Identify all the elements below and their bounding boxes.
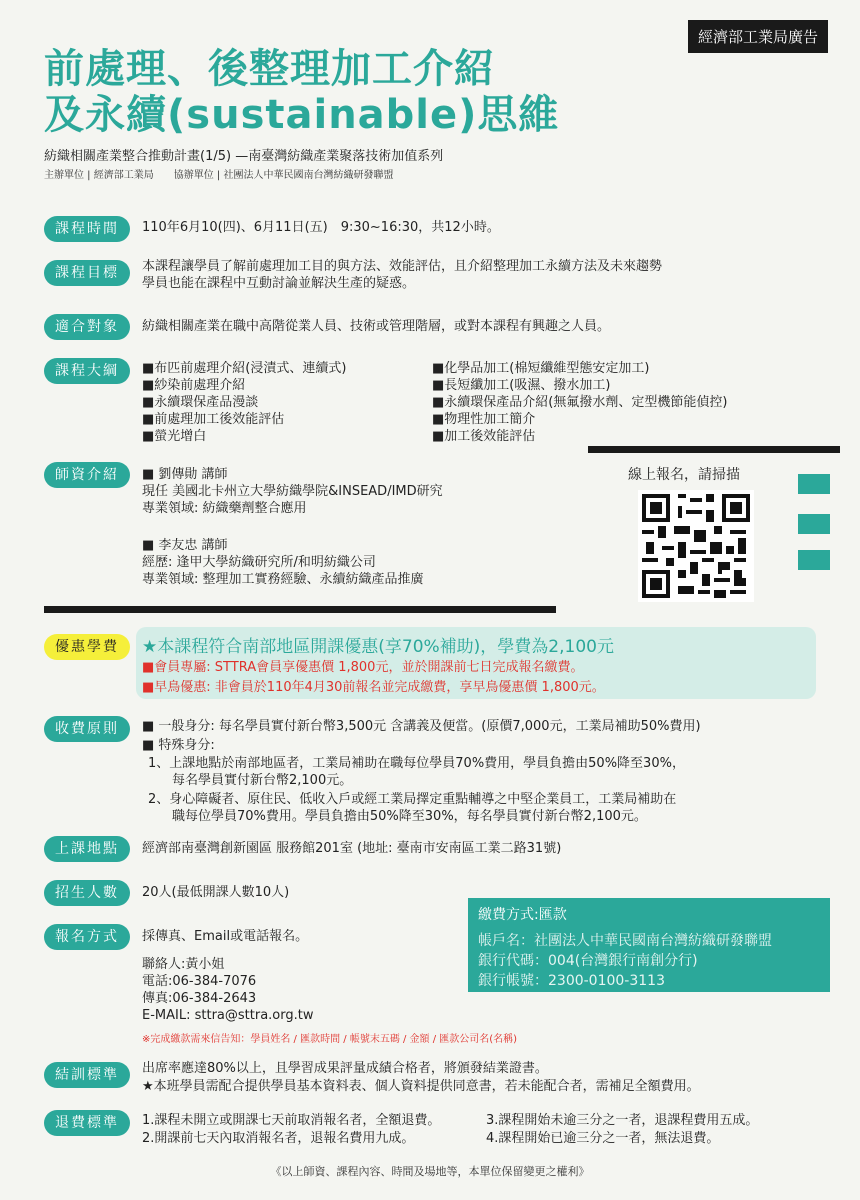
label-location: 上課地點 xyxy=(44,836,130,862)
teacher-2-name: ■ 李友忠 講師 xyxy=(142,538,228,553)
outline-item: ■紗染前處理介紹 xyxy=(142,378,246,393)
teacher-2 xyxy=(142,537,424,588)
outline-item: ■永續環保產品漫談 xyxy=(142,395,259,410)
target-audience-text: 紡織相關產業在職中高階從業人員、技術或管理階層，或對本課程有興趣之人員。 xyxy=(142,319,611,334)
completion-line-1: 出席率應達80%以上，且學習成果評量成績合格者，將頒發結業證書。 xyxy=(142,1061,548,1076)
payment-account-number: 銀行帳號：2300-0100-3113 xyxy=(478,973,665,989)
label-course-outline: 課程大綱 xyxy=(44,358,130,384)
label-target-audience: 適合對象 xyxy=(44,314,130,340)
title-line-1: 前處理、後整理加工介紹 xyxy=(44,46,495,92)
organizer-info: 主辦單位 | 經濟部工業局 協辦單位 | 社團法人中華民國南台灣紡織研發聯盟 xyxy=(44,170,394,181)
refund-rule-3: 3.課程開始未逾三分之一者，退課程費用五成。 xyxy=(486,1113,759,1128)
outline-item: ■加工後效能評估 xyxy=(432,429,536,444)
outline-right-list xyxy=(432,360,727,445)
signup-method: 採傳真、Email或電話報名。 xyxy=(142,929,309,944)
teacher-1-name: ■ 劉傳勛 講師 xyxy=(142,467,228,482)
label-quota: 招生人數 xyxy=(44,880,130,906)
label-course-goal: 課程目標 xyxy=(44,260,130,286)
label-refund: 退費標準 xyxy=(44,1110,130,1136)
outline-item: ■永續環保產品介紹(無氟撥水劑、定型機節能偵控) xyxy=(432,395,728,410)
contact-email[interactable]: E-MAIL: sttra@sttra.org.tw xyxy=(142,1008,314,1023)
fee-special: ■ 特殊身分: xyxy=(142,738,215,753)
outline-item: ■化學品加工(棉短纖維型態安定加工) xyxy=(432,361,650,376)
label-signup: 報名方式 xyxy=(44,924,130,950)
course-time-text: 110年6月10(四)、6月11日(五) 9:30~16:30，共12小時。 xyxy=(142,220,500,235)
discount-main: ★本課程符合南部地區開課優惠(享70%補助)，學費為2,100元 xyxy=(142,637,614,657)
qr-code[interactable] xyxy=(638,490,754,602)
location-text: 經濟部南臺灣創新園區 服務館201室 (地址: 臺南市安南區工業二路31號) xyxy=(142,841,562,856)
refund-rule-1: 1.課程未開立或開課七天前取消報名者，全額退費。 xyxy=(142,1113,441,1128)
outline-left-list xyxy=(142,360,346,445)
page-title xyxy=(44,46,559,138)
discount-member: ■會員專屬: STTRA會員享優惠價 1,800元，並於開課前七日完成報名繳費。 xyxy=(142,660,584,675)
teacher-2-field: 專業領域: 整理加工實務經驗、永續紡織產品推廣 xyxy=(142,572,424,587)
label-course-time: 課程時間 xyxy=(44,216,130,242)
outline-item: ■物理性加工簡介 xyxy=(432,412,536,427)
advertisement-badge: 經濟部工業局廣告 xyxy=(688,20,828,53)
contact-phone[interactable]: 電話:06-384-7076 xyxy=(142,974,257,989)
outline-item: ■長短纖加工(吸濕、撥水加工) xyxy=(432,378,611,393)
payment-method-title: 繳費方式:匯款 xyxy=(478,907,567,923)
fee-special-2-cont: 職每位學員70%費用。學員負擔由50%降至30%，每名學員實付新台幣2,100元。 xyxy=(172,809,647,824)
fee-special-1: 1、上課地點於南部地區者，工業局補助在職每位學員70%費用，學員負擔由50%降至30%， xyxy=(148,756,685,771)
footer-disclaimer: 《以上師資、課程內容、時間及場地等，本單位保留變更之權利》 xyxy=(270,1165,590,1178)
subtitle: 紡織相關產業整合推動計畫(1/5) —南臺灣紡織產業聚落技術加值系列 xyxy=(44,149,444,164)
refund-rule-2: 2.開課前七天內取消報名者，退報名費用九成。 xyxy=(142,1131,415,1146)
signup-contact xyxy=(142,956,313,1024)
divider-bar xyxy=(44,606,556,613)
decor-square xyxy=(798,474,830,494)
contact-person: 聯絡人:黃小姐 xyxy=(142,957,225,972)
label-completion: 結訓標準 xyxy=(44,1062,130,1088)
course-goal-line-1: 本課程讓學員了解前處理加工目的與方法、效能評估，且介紹整理加工永續方法及未來趨勢 xyxy=(142,259,663,274)
title-line-2: 及永續(sustainable)思維 xyxy=(44,92,560,138)
fee-special-2: 2、身心障礙者、原住民、低收入戶或經工業局擇定重點輔導之中堅企業員工，工業局補助在 xyxy=(148,792,677,807)
discount-early-bird: ■早鳥優惠: 非會員於110年4月30前報名並完成繳費，享早鳥優惠價 1,800元。 xyxy=(142,680,605,695)
teacher-1-current: 現任 美國北卡州立大學紡織學院&INSEAD/IMD研究 xyxy=(142,484,443,499)
contact-fax: 傳真:06-384-2643 xyxy=(142,991,257,1006)
outline-item: ■螢光增白 xyxy=(142,429,207,444)
qr-label: 線上報名，請掃描 xyxy=(628,467,740,483)
fee-special-1-cont: 每名學員實付新台幣2,100元。 xyxy=(172,773,353,788)
fee-general: ■ 一般身分: 每名學員實付新台幣3,500元 含講義及便當。(原價7,000元，工業局補助50%費用) xyxy=(142,719,701,734)
outline-item: ■前處理加工後效能評估 xyxy=(142,412,285,427)
payment-account-name: 帳戶名：社團法人中華民國南台灣紡織研發聯盟 xyxy=(478,933,772,949)
label-fee-policy: 收費原則 xyxy=(44,716,130,742)
course-goal-line-2: 學員也能在課程中互動討論並解決生產的疑惑。 xyxy=(142,276,416,291)
decor-square xyxy=(798,550,830,570)
quota-text: 20人(最低開課人數10人) xyxy=(142,885,290,900)
outline-item: ■布匹前處理介紹(浸漬式、連續式) xyxy=(142,361,347,376)
divider-bar xyxy=(588,446,840,453)
label-discount: 優惠學費 xyxy=(44,634,130,660)
teacher-1-field: 專業領域: 紡織藥劑整合應用 xyxy=(142,501,307,516)
completion-line-2: ★本班學員需配合提供學員基本資料表、個人資料提供同意書，若未能配合者，需補足全額費用。 xyxy=(142,1079,700,1094)
payment-bank-code: 銀行代碼：004(台灣銀行南創分行) xyxy=(478,953,698,969)
teacher-1 xyxy=(142,466,443,517)
decor-square xyxy=(798,514,830,534)
refund-rule-4: 4.課程開始已逾三分之一者，無法退費。 xyxy=(486,1131,720,1146)
payment-note: ※完成繳款需來信告知：學員姓名 / 匯款時間 / 帳號末五碼 / 金額 / 匯款公司名(名稱) xyxy=(142,1034,518,1045)
qr-code-icon xyxy=(638,490,754,602)
teacher-2-experience: 經歷: 逢甲大學紡織研究所/和明紡織公司 xyxy=(142,555,376,570)
label-teachers: 師資介紹 xyxy=(44,462,130,488)
